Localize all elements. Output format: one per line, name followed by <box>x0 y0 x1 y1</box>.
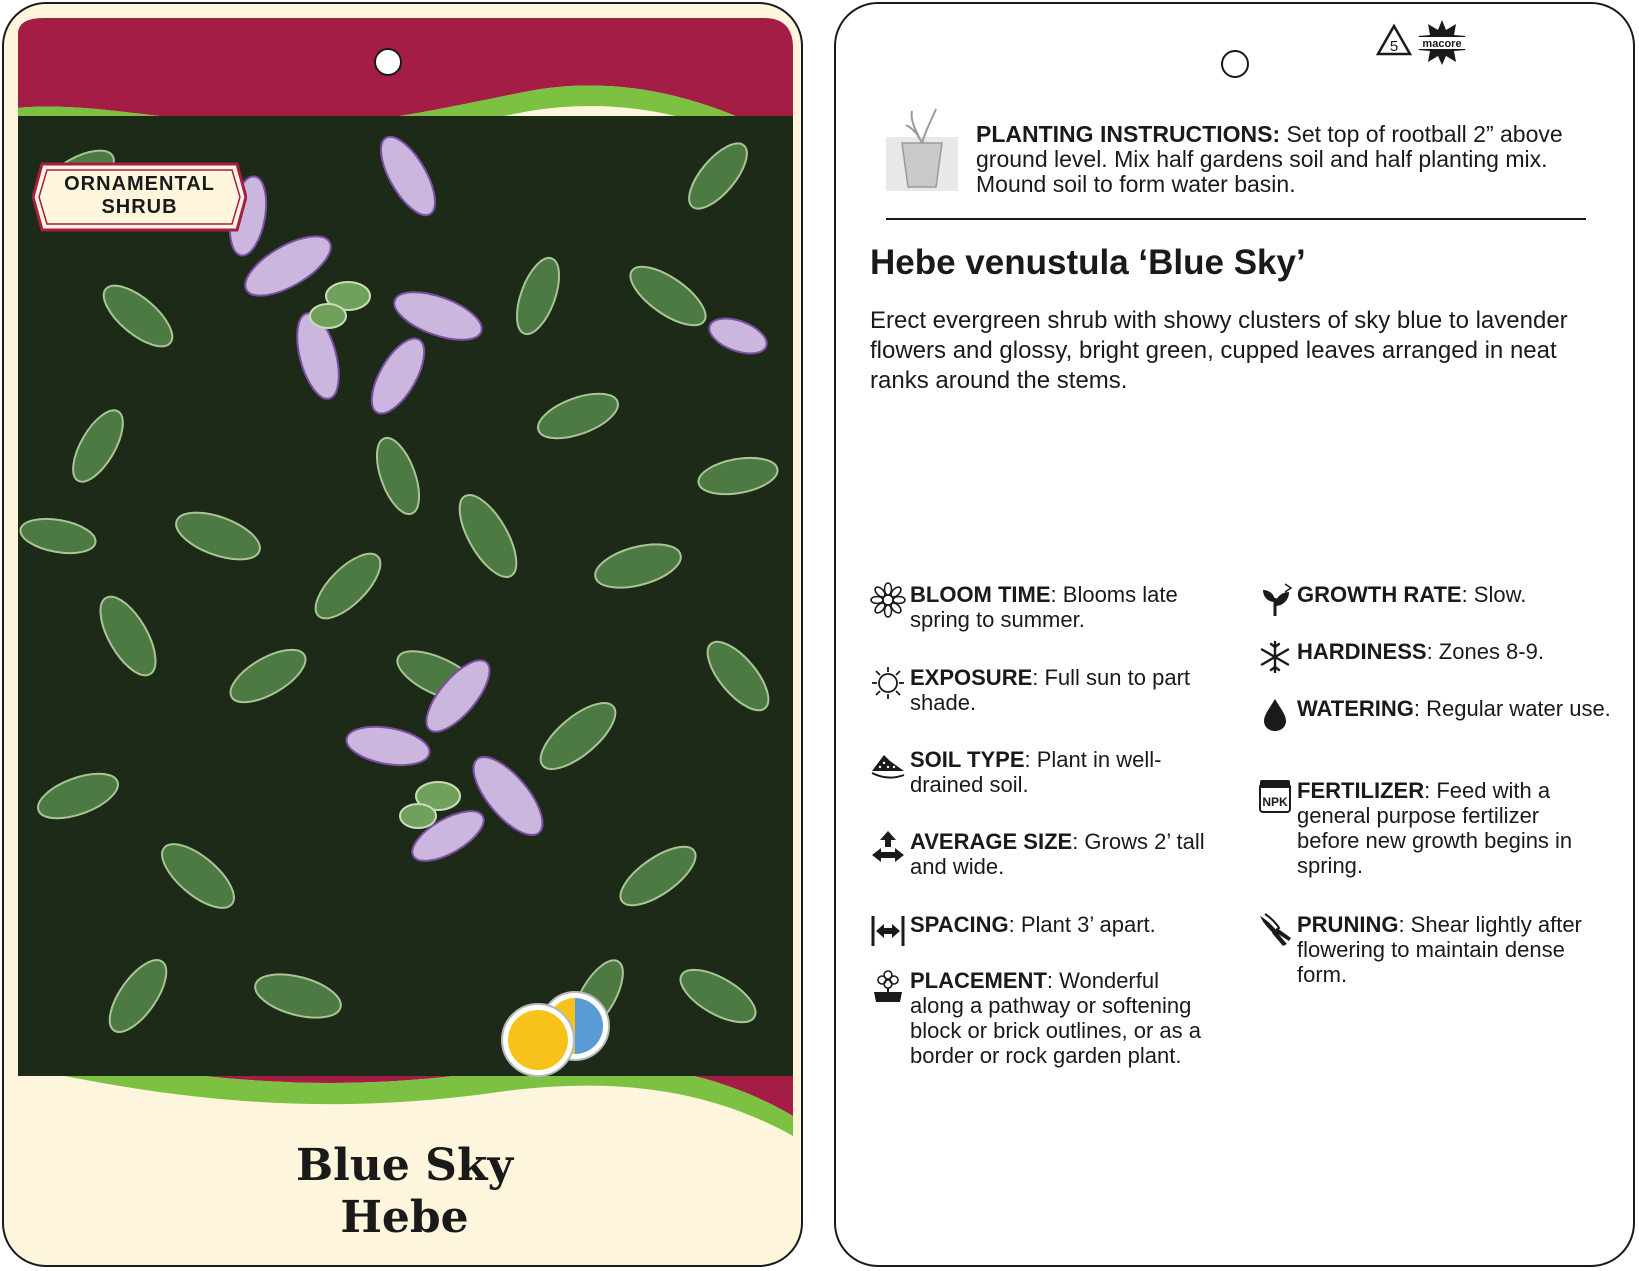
attr-watering <box>1297 696 1617 721</box>
attr-text: : Grows 2’ tall and wide. <box>910 829 1205 879</box>
size-icon <box>870 829 906 865</box>
attr-fertilizer <box>1262 778 1607 878</box>
soil-icon <box>870 747 906 783</box>
snowflake-icon <box>1257 639 1293 675</box>
plant-photo <box>18 116 793 1076</box>
attr-label: AVERAGE SIZE <box>910 829 1073 854</box>
recycle-number: 5 <box>1389 38 1399 55</box>
attr-label: WATERING <box>1297 696 1414 721</box>
attr-label: SOIL TYPE <box>910 747 1025 772</box>
species-name: Hebe venustula ‘Blue Sky’ <box>870 243 1306 282</box>
category-badge <box>32 160 247 234</box>
attr-text: : Full sun to part shade. <box>910 665 1191 715</box>
badge-line-1: ORNAMENTAL <box>64 173 215 195</box>
growth-icon <box>1257 582 1293 618</box>
planting-pot-icon <box>886 107 958 195</box>
full-sun-icon <box>502 1004 574 1076</box>
recycle-icon <box>1374 22 1414 62</box>
planting-instructions <box>976 122 1596 197</box>
hang-hole <box>1221 50 1249 78</box>
divider <box>886 218 1586 220</box>
attr-hardiness <box>1297 639 1617 664</box>
attr-text: : Wonderful along a pathway or softening block or brick outlines, or as a border or rock garden plant. <box>910 968 1202 1068</box>
attr-text: : Slow. <box>1461 582 1527 607</box>
attr-label: SPACING <box>910 912 1009 937</box>
badge-line-2: SHRUB <box>101 196 178 218</box>
attr-growth-rate <box>1297 582 1617 607</box>
back-tag <box>834 2 1635 1267</box>
attr-bloom-time <box>910 582 1210 632</box>
exposure-icons <box>500 990 640 1080</box>
attr-text: : Zones 8-9. <box>1426 639 1544 664</box>
attr-label: FERTILIZER <box>1297 778 1425 803</box>
attr-text: : Shear lightly after flowering to maintain dense form. <box>1297 912 1582 987</box>
title-line-1: Blue Sky <box>295 1140 514 1191</box>
title-line-2: Hebe <box>340 1192 469 1243</box>
attr-text: : Regular water use. <box>1413 696 1611 721</box>
placement-icon <box>870 968 906 1004</box>
attr-label: BLOOM TIME <box>910 582 1051 607</box>
front-tag <box>2 2 803 1267</box>
sun-icon <box>870 665 906 701</box>
brand-name: macore <box>1422 38 1462 50</box>
planting-label: PLANTING INSTRUCTIONS: <box>976 121 1281 147</box>
attr-text: : Feed with a general purpose fertilizer before new growth begins in spring. <box>1297 778 1573 878</box>
attr-label: EXPOSURE <box>910 665 1033 690</box>
planting-text: Set top of rootball 2” above ground level. Mix half gardens soil and half planting mix. Mound soil to form water basin. <box>976 121 1563 197</box>
attr-soil-type <box>910 747 1210 797</box>
attr-placement <box>910 968 1210 1068</box>
attr-text: : Blooms late spring to summer. <box>910 582 1178 632</box>
attr-pruning <box>1297 912 1617 987</box>
attr-text: : Plant in well-drained soil. <box>910 747 1162 797</box>
macore-star-icon <box>1416 18 1468 66</box>
svg-text:NPK: NPK <box>1262 795 1288 809</box>
water-drop-icon <box>1257 696 1293 732</box>
attr-label: PLACEMENT <box>910 968 1047 993</box>
plant-description: Erect evergreen shrub with showy clusters of sky blue to lavender flowers and glossy, bright green, cupped leaves arranged in neat ranks around the stems. <box>870 307 1568 394</box>
attr-label: PRUNING <box>1297 912 1399 937</box>
attr-average-size <box>910 829 1210 879</box>
brand-logo <box>1416 18 1468 66</box>
attr-text: : Plant 3’ apart. <box>1008 912 1156 937</box>
attr-exposure <box>910 665 1210 715</box>
npk-icon <box>1257 778 1293 814</box>
plant-common-name <box>4 1140 803 1244</box>
pruners-icon <box>1257 912 1293 948</box>
spacing-icon <box>870 912 906 948</box>
flower-icon <box>870 582 906 618</box>
hang-hole <box>374 48 402 76</box>
attr-label: HARDINESS <box>1297 639 1427 664</box>
attr-spacing <box>910 912 1210 937</box>
attr-label: GROWTH RATE <box>1297 582 1462 607</box>
